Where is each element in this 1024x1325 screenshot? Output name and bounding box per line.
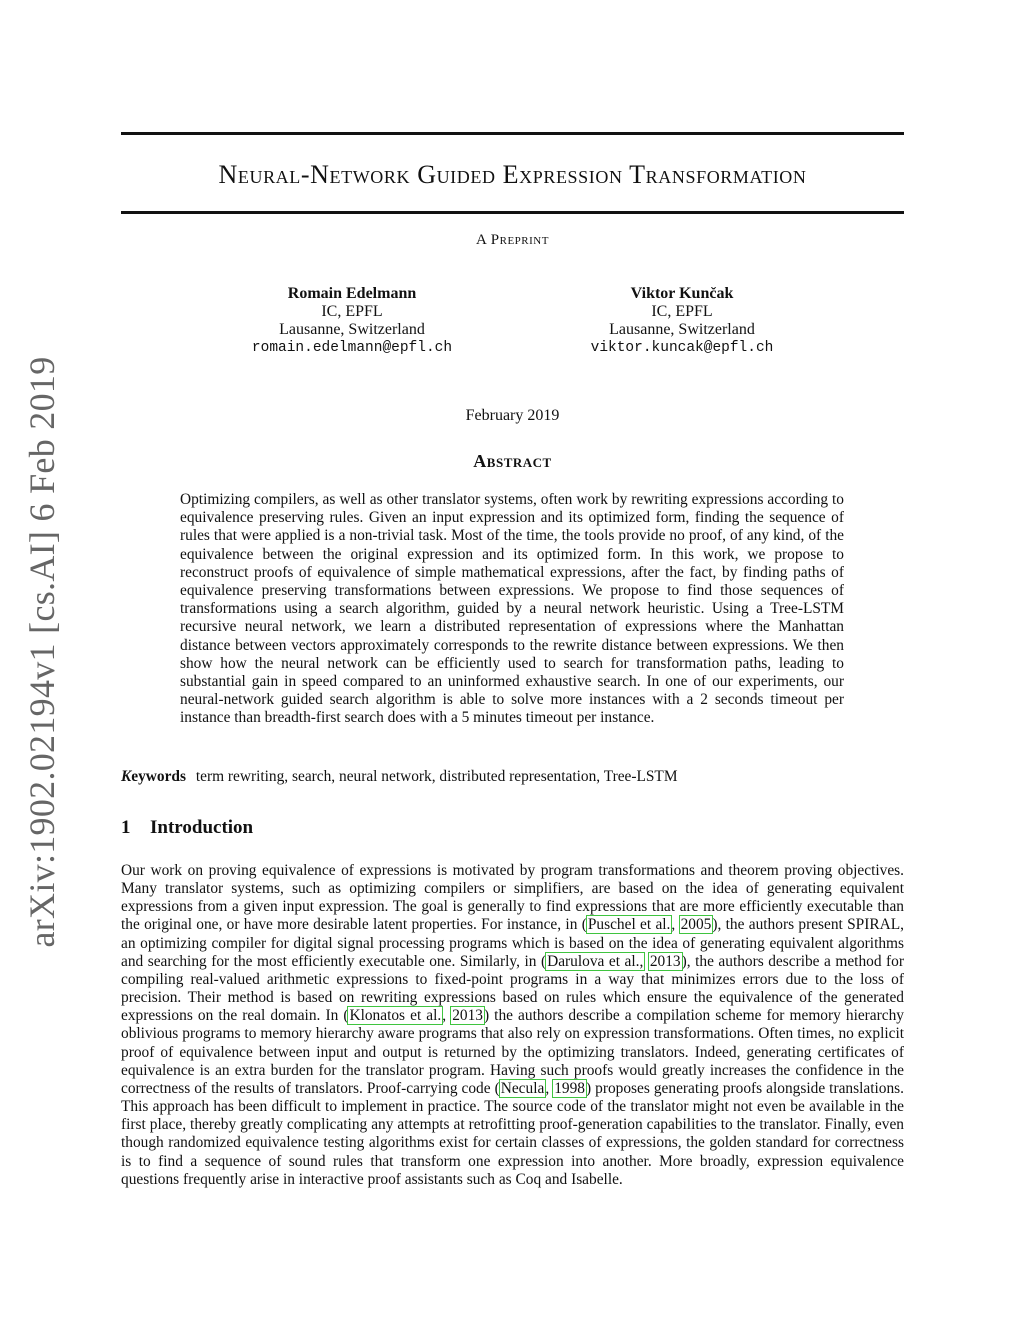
author-affiliation: IC, EPFL [321,303,383,320]
citation-link[interactable]: 2005 [680,916,712,934]
author-block [222,285,482,357]
citation-link[interactable]: Darulova et al., [547,952,644,970]
citation-link[interactable]: Klonatos et al. [349,1007,442,1025]
keywords-line [121,768,904,786]
keywords-label-initial: K [121,768,132,785]
author-location: Lausanne, Switzerland [609,321,755,338]
paper-title: Neural-Network Guided Expression Transformation [218,160,807,189]
section-heading [121,817,904,839]
author-location: Lausanne, Switzerland [279,321,425,338]
author-affiliation: IC, EPFL [651,303,713,320]
arxiv-side-label: arXiv:1902.02194v1 [cs.AI] 6 Feb 2019 [22,356,62,948]
section-title: Introduction [150,817,254,838]
citation-separator: , [442,1007,452,1025]
paper-date: February 2019 [465,407,560,424]
intro-text: ) proposes generating proofs alongside translations. This approach has been difficult to implement in practice. The source code of the translator might not even be available in the first place, thereby greatly complicating any attempts at retrofitting proof-generation capabilities to the translator. Finally, even though randomized equivalence testing algorithms exist for certain classes of expressions, the golden standard for correctness is to find a sequence of sound rules that transform one expression into another. More broadly, expression equivalence questions frequently arise in interactive proof assistants such as Coq and Isabelle. [121,1079,904,1188]
intro-text: ) the authors describe a compilation scheme for memory hierarchy oblivious programs to memory hierarchy aware programs that also rely on expression transformations. Often times, no explicit proof of equivalence between input and output is returned by the optimizing translators. Indeed, generating certificates of equivalence is an extra burden for the translator program. Having such proofs would greatly increases the confidence in the correctness of the results of translators. Proof-carrying code ( [121,1007,904,1097]
citation-link[interactable]: 2013 [649,952,681,970]
intro-paragraph [121,862,904,1189]
title-rule-bottom [121,211,904,214]
keywords-label-rest: eywords [131,768,186,785]
author-name: Romain Edelmann [287,285,417,302]
citation-link[interactable]: 2013 [452,1007,483,1025]
author-block [552,285,812,357]
keywords-label [121,768,186,785]
title-rule-top [121,132,904,135]
preprint-label: A Preprint [476,232,549,248]
citation-separator: , [671,916,680,934]
citation-link[interactable]: Puschel et al. [587,916,671,934]
citation-link[interactable]: 1998 [554,1079,585,1097]
intro-text: Our work on proving equivalence of expressions is motivated by program transformations and theorem proving objectives. Many translator systems, such as optimizing compilers or simplifiers, are based on the idea of generating equivalent expressions from a given input expression. The goal is generally to find expressions that are more efficiently executable than the original one, or have more desirable latent properties. For instance, in ( [121,862,904,934]
keywords-text: term rewriting, search, neural network, distributed representation, Tree-LSTM [195,768,678,785]
author-email[interactable]: viktor.kuncak@epfl.ch [590,340,774,356]
intro-text: ), the authors present SPIRAL, an optimizing compiler for digital signal processing programs which is based on the idea of generating equivalent algorithms and searching for the most efficiently executable one. Similarly, in ( [121,916,904,970]
citation-separator: , [545,1079,554,1097]
citation-link[interactable]: Necula [500,1079,545,1097]
abstract-text: Optimizing compilers, as well as other translator systems, often work by rewriting expressions according to equivalence preserving rules. Given an input expression and its optimized form, finding the sequence of rules that were applied is a non-trivial task. Most of the time, the tools provide no proof, of any kind, of the equivalence between the original expression and its optimized form. In this work, we propose to reconstruct proofs of equivalence of simple mathematical expressions, after the fact, by finding paths of equivalence preserving transformations between expressions. We propose to find those sequences of transformations using a search algorithm, guided by a neural network heuristic. Using a Tree-LSTM recursive neural network, we learn a distributed representation of expressions where the Manhattan distance between vectors approximately corresponds to the rewrite distance between expressions. We then show how the neural network can be efficiently used to search for transformation paths, leading to substantial gain in speed compared to an uninformed exhaustive search. In one of our experiments, our neural-network guided search algorithm is able to solve more instances with a 2 seconds timeout per instance than breadth-first search does with a 5 minutes timeout per instance. [180,491,844,727]
section-number: 1 [121,817,131,838]
intro-text: ), the authors describe a method for compiling real-valued arithmetic expressions to fixed-point programs in a way that minimizes errors due to the loss of precision. Their method is based on rewriting expressions based on rules which ensure the equivalence of the generated expressions on the real domain. In ( [121,952,905,1025]
author-email[interactable]: romain.edelmann@epfl.ch [251,340,453,356]
abstract-heading: Abstract [473,451,552,471]
author-name: Viktor Kunčak [630,285,734,302]
